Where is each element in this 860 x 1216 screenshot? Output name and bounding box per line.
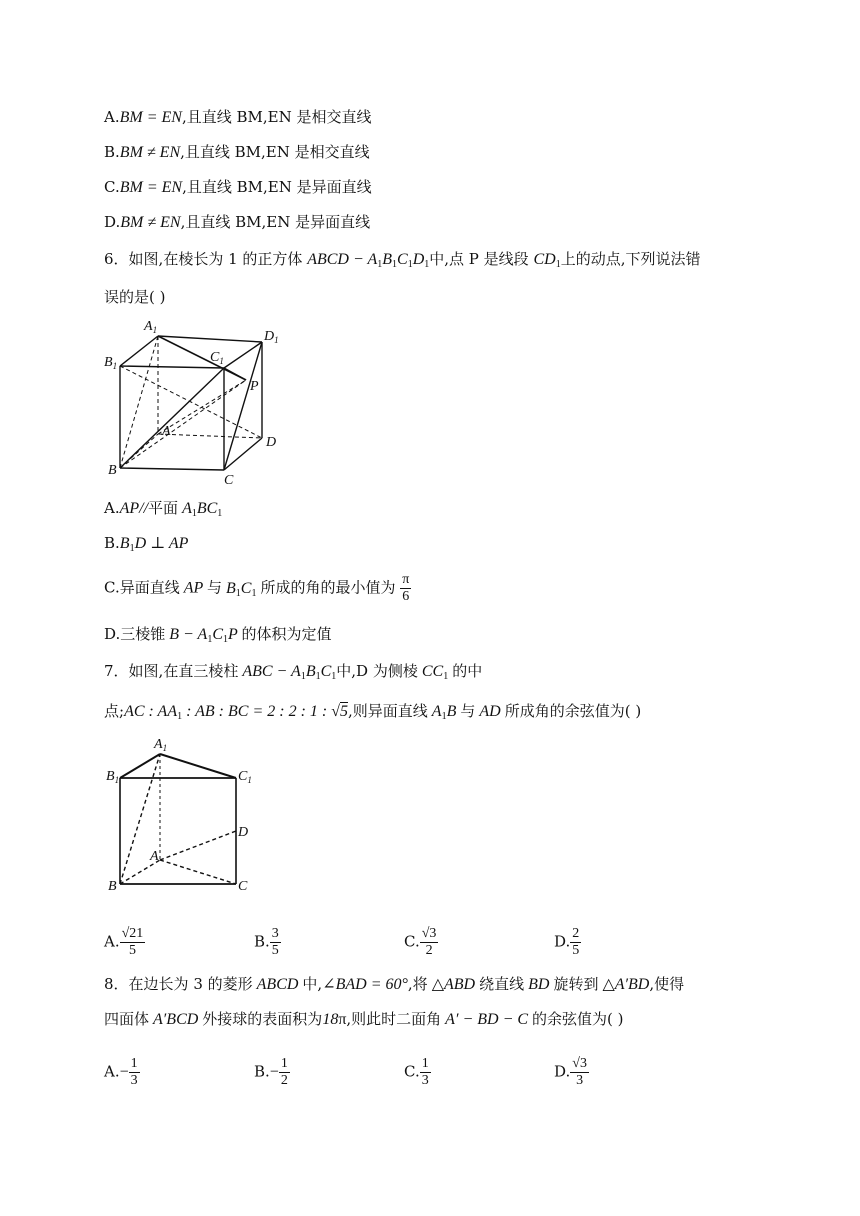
q7-option-d: D. $\frac{2}{5}$ xyxy=(554,926,580,958)
q7-label-c1: $C_1$ xyxy=(238,769,252,785)
q5-option-d: D.BM ≠ EN,且直线 BM,EN 是异面直线 xyxy=(104,213,371,231)
q6-option-a: A.AP//平面 $A_1BC_1$ xyxy=(104,499,223,519)
q7-label-a: A xyxy=(150,849,159,864)
q7-label-a1: $A_1$ xyxy=(154,737,168,753)
q8-option-c: C. $\frac{1}{3}$ xyxy=(404,1056,429,1088)
q5-option-c-text: ,且直线 BM,EN 是异面直线 xyxy=(182,178,372,196)
q5-option-c-expr: BM = EN xyxy=(119,179,183,196)
q7-label-c: C xyxy=(238,879,248,894)
q5-option-c: C.BM = EN,且直线 BM,EN 是异面直线 xyxy=(104,178,372,196)
q6-cube-figure xyxy=(100,314,290,484)
q7-label-b: B xyxy=(108,879,117,894)
q5-option-b-text: ,且直线 BM,EN 是相交直线 xyxy=(180,143,370,161)
q6-label-a: A xyxy=(162,424,171,439)
q6-label-a1: $A_1$ xyxy=(144,319,158,335)
q6-label-p: P xyxy=(250,379,259,394)
q5-option-a-text: ,且直线 BM,EN 是相交直线 xyxy=(181,108,372,126)
q5-option-d-expr: BM ≠ EN xyxy=(120,214,181,231)
q7-stem-line2: 点;AC : $AA_1$ : AB : BC = 2 : 2 : 1 : √5,则异面直线 $A_1B$ 与 AD 所成角的余弦值为( ) xyxy=(104,702,642,722)
q6-option-d: D.三棱锥 $B - A_1C_1P$ 的体积为定值 xyxy=(104,625,332,645)
q6-segment: $CD_1$ xyxy=(533,251,561,270)
q5-option-a: A.BM = EN,且直线 BM,EN 是相交直线 xyxy=(104,108,372,126)
q8-stem: 8．在边长为 3 的菱形 ABCD 中,∠BAD = 60°,将 △ABD 绕直线 BD 旋转到 △A′BD,使得 xyxy=(104,975,685,993)
q5-option-a-expr: BM = EN xyxy=(119,109,182,126)
q6-label-d: D xyxy=(266,435,277,450)
q7-prism-figure xyxy=(100,734,260,894)
q6-option-c-fraction: $\frac{\pi}{6}$ xyxy=(402,572,410,604)
q8-option-d: D. $\frac{√3}{3}$ xyxy=(554,1056,587,1088)
q6-label-c: C xyxy=(224,473,234,484)
q6-option-b: $B.B_1D$ ⊥ AP xyxy=(104,534,189,554)
q7-stem: 7．如图,在直三棱柱 ABC − $A_1B_1C_1$中,D 为侧棱 $CC_1$ 的中 xyxy=(104,662,483,682)
q8-option-b: B.− $\frac{1}{2}$ xyxy=(254,1056,288,1088)
q8-option-a: A.− $\frac{1}{3}$ xyxy=(104,1056,138,1088)
q7-label-b1: $B_1$ xyxy=(106,769,120,785)
q7-option-a: A. $\frac{√21}{5}$ xyxy=(104,926,144,958)
q6-stem-line2: 误的是( ) xyxy=(104,288,166,306)
q7-option-c: C. $\frac{√3}{2}$ xyxy=(404,926,437,958)
q8-stem-line2: 四面体 A′BCD 外接球的表面积为18π,则此时二面角 A′ − BD − C 的余弦值为( ) xyxy=(104,1010,624,1028)
q6-stem: 6．如图,在棱长为 1 的正方体 ABCD − $A_1B_1C_1D_1$中,点 P 是线段 $CD_1$上的动点,下列说法错 xyxy=(104,250,701,270)
q7-option-b: B. $\frac{3}{5}$ xyxy=(254,926,279,958)
q7-label-d: D xyxy=(238,825,249,840)
q6-label-c1: $C_1$ xyxy=(210,350,224,366)
q5-option-b: B.BM ≠ EN,且直线 BM,EN 是相交直线 xyxy=(104,143,370,161)
q6-label-d1: $D_1$ xyxy=(264,329,279,345)
q6-cube-name: ABCD − $A_1B_1C_1D_1$ xyxy=(307,251,430,270)
q6-label-b1: $B_1$ xyxy=(104,355,118,371)
q6-label-b: B xyxy=(108,463,117,478)
q6-option-c: C.异面直线 AP 与 $B_1C_1$ 所成的角的最小值为 $\frac{\pi}{6}$ xyxy=(104,572,410,604)
q5-option-b-expr: BM ≠ EN xyxy=(119,144,181,161)
q5-option-d-text: ,且直线 BM,EN 是异面直线 xyxy=(180,213,371,231)
